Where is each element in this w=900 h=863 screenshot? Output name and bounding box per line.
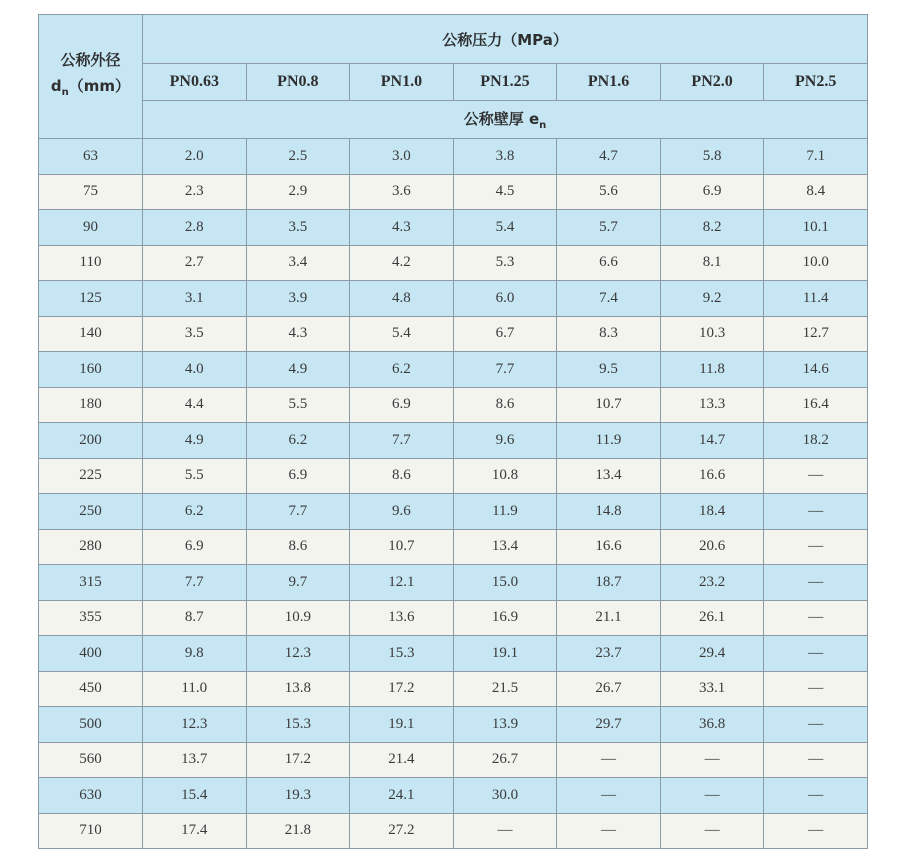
- wall-thickness-cell: 20.6: [660, 529, 764, 565]
- wall-thickness-cell: 3.8: [453, 139, 557, 175]
- wall-thickness-cell: 4.4: [143, 387, 247, 423]
- wall-thickness-cell: 5.3: [453, 245, 557, 281]
- wall-thickness-cell: 17.2: [350, 671, 454, 707]
- wall-thickness-cell: 4.9: [143, 423, 247, 459]
- nominal-diameter-header: [39, 15, 143, 139]
- table-row: [39, 600, 868, 636]
- wall-thickness-cell: —: [764, 636, 868, 672]
- wall-thickness-cell: 6.2: [246, 423, 350, 459]
- wall-thickness-cell: 12.3: [246, 636, 350, 672]
- wall-thickness-cell: 17.2: [246, 742, 350, 778]
- outer-diameter-cell: 63: [39, 139, 143, 175]
- wall-thickness-cell: 15.4: [143, 778, 247, 814]
- outer-diameter-cell: 315: [39, 565, 143, 601]
- wall-thickness-cell: —: [764, 529, 868, 565]
- nominal-wall-thickness-header: 公称壁厚 $e_n$: [143, 101, 868, 139]
- wall-thickness-cell: 7.7: [350, 423, 454, 459]
- wall-thickness-cell: 4.3: [350, 210, 454, 246]
- wall-thickness-cell: 11.4: [764, 281, 868, 317]
- wall-thickness-cell: 6.0: [453, 281, 557, 317]
- wall-thickness-cell: 14.8: [557, 494, 661, 530]
- wall-thickness-cell: 4.5: [453, 174, 557, 210]
- wall-thickness-cell: 21.8: [246, 813, 350, 849]
- nominal-diameter-symbol: $d_n(mm)$: [50, 77, 131, 98]
- wall-thickness-cell: —: [557, 813, 661, 849]
- wall-thickness-cell: 2.9: [246, 174, 350, 210]
- wall-thickness-cell: 30.0: [453, 778, 557, 814]
- wall-thickness-cell: 10.7: [350, 529, 454, 565]
- wall-thickness-cell: 24.1: [350, 778, 454, 814]
- wall-thickness-cell: 12.3: [143, 707, 247, 743]
- wall-thickness-cell: 3.6: [350, 174, 454, 210]
- table-header: [39, 15, 868, 139]
- table-row: [39, 565, 868, 601]
- outer-diameter-cell: 280: [39, 529, 143, 565]
- wall-thickness-table-sheet: [38, 14, 867, 849]
- wall-thickness-cell: 5.6: [557, 174, 661, 210]
- wall-thickness-cell: 5.4: [350, 316, 454, 352]
- wall-thickness-cell: 8.6: [350, 458, 454, 494]
- wall-thickness-cell: 19.3: [246, 778, 350, 814]
- table-row: [39, 813, 868, 849]
- wall-thickness-cell: 9.6: [350, 494, 454, 530]
- wall-thickness-cell: 21.1: [557, 600, 661, 636]
- outer-diameter-cell: 400: [39, 636, 143, 672]
- nominal-pressure-header: 公称压力（MPa）: [143, 15, 868, 64]
- wall-thickness-cell: 8.2: [660, 210, 764, 246]
- wall-thickness-table: [38, 14, 868, 849]
- wall-thickness-cell: 21.4: [350, 742, 454, 778]
- wall-thickness-cell: 5.5: [246, 387, 350, 423]
- wall-thickness-cell: 11.9: [557, 423, 661, 459]
- pn-header: PN1.6: [557, 64, 661, 101]
- table-row: [39, 707, 868, 743]
- pn-header: PN0.8: [246, 64, 350, 101]
- pn-header: PN2.5: [764, 64, 868, 101]
- wall-thickness-cell: 6.9: [660, 174, 764, 210]
- wall-thickness-cell: 9.6: [453, 423, 557, 459]
- outer-diameter-cell: 500: [39, 707, 143, 743]
- wall-thickness-cell: 11.8: [660, 352, 764, 388]
- outer-diameter-cell: 200: [39, 423, 143, 459]
- table-row: [39, 139, 868, 175]
- wall-thickness-cell: 29.4: [660, 636, 764, 672]
- wall-thickness-cell: 3.5: [143, 316, 247, 352]
- wall-thickness-cell: 8.3: [557, 316, 661, 352]
- outer-diameter-cell: 560: [39, 742, 143, 778]
- wall-thickness-cell: 4.0: [143, 352, 247, 388]
- wall-thickness-cell: —: [764, 494, 868, 530]
- wall-thickness-cell: 7.4: [557, 281, 661, 317]
- table-row: [39, 387, 868, 423]
- wall-thickness-cell: 18.2: [764, 423, 868, 459]
- wall-thickness-cell: 18.4: [660, 494, 764, 530]
- wall-thickness-cell: 26.7: [557, 671, 661, 707]
- wall-thickness-cell: 4.7: [557, 139, 661, 175]
- outer-diameter-cell: 355: [39, 600, 143, 636]
- table-row: [39, 778, 868, 814]
- table-row: [39, 316, 868, 352]
- wall-thickness-cell: 9.7: [246, 565, 350, 601]
- table-row: [39, 352, 868, 388]
- wall-thickness-cell: 17.4: [143, 813, 247, 849]
- table-row: [39, 281, 868, 317]
- wall-thickness-cell: 2.7: [143, 245, 247, 281]
- wall-thickness-cell: 15.3: [350, 636, 454, 672]
- wall-thickness-cell: 16.4: [764, 387, 868, 423]
- wall-thickness-cell: 9.2: [660, 281, 764, 317]
- wall-thickness-cell: 15.0: [453, 565, 557, 601]
- wall-thickness-cell: —: [660, 778, 764, 814]
- wall-thickness-cell: 9.5: [557, 352, 661, 388]
- wall-thickness-cell: —: [764, 707, 868, 743]
- wall-thickness-cell: 6.7: [453, 316, 557, 352]
- wall-thickness-cell: —: [764, 671, 868, 707]
- outer-diameter-cell: 710: [39, 813, 143, 849]
- wall-thickness-cell: 6.9: [246, 458, 350, 494]
- wall-thickness-cell: 18.7: [557, 565, 661, 601]
- outer-diameter-cell: 180: [39, 387, 143, 423]
- wall-thickness-cell: 5.5: [143, 458, 247, 494]
- wall-thickness-cell: 13.4: [453, 529, 557, 565]
- wall-thickness-cell: 33.1: [660, 671, 764, 707]
- wall-thickness-cell: —: [557, 778, 661, 814]
- wall-thickness-cell: 7.7: [246, 494, 350, 530]
- wall-thickness-cell: 19.1: [350, 707, 454, 743]
- wall-thickness-cell: 13.7: [143, 742, 247, 778]
- wall-thickness-cell: 8.6: [246, 529, 350, 565]
- wall-thickness-cell: 13.4: [557, 458, 661, 494]
- pn-header: PN2.0: [660, 64, 764, 101]
- outer-diameter-cell: 160: [39, 352, 143, 388]
- table-row: [39, 458, 868, 494]
- wall-thickness-cell: 5.4: [453, 210, 557, 246]
- outer-diameter-cell: 110: [39, 245, 143, 281]
- wall-thickness-cell: 3.9: [246, 281, 350, 317]
- wall-thickness-cell: —: [764, 742, 868, 778]
- wall-thickness-cell: 4.9: [246, 352, 350, 388]
- wall-thickness-cell: 11.0: [143, 671, 247, 707]
- outer-diameter-cell: 450: [39, 671, 143, 707]
- table-body: [39, 139, 868, 849]
- wall-thickness-cell: 26.1: [660, 600, 764, 636]
- table-row: [39, 494, 868, 530]
- wall-thickness-cell: 2.8: [143, 210, 247, 246]
- wall-thickness-cell: 36.8: [660, 707, 764, 743]
- wall-thickness-cell: —: [557, 742, 661, 778]
- wall-thickness-cell: 12.1: [350, 565, 454, 601]
- pn-header: PN1.0: [350, 64, 454, 101]
- wall-thickness-cell: 16.9: [453, 600, 557, 636]
- wall-thickness-cell: 2.3: [143, 174, 247, 210]
- table-row: [39, 671, 868, 707]
- wall-thickness-cell: 5.8: [660, 139, 764, 175]
- wall-thickness-cell: 10.1: [764, 210, 868, 246]
- wall-thickness-cell: 29.7: [557, 707, 661, 743]
- table-row: [39, 636, 868, 672]
- wall-thickness-cell: —: [764, 458, 868, 494]
- wall-thickness-cell: 19.1: [453, 636, 557, 672]
- wall-thickness-cell: 10.9: [246, 600, 350, 636]
- nominal-diameter-label: 公称外径: [60, 51, 121, 69]
- wall-thickness-cell: 7.7: [453, 352, 557, 388]
- wall-thickness-cell: 6.2: [350, 352, 454, 388]
- wall-thickness-cell: 21.5: [453, 671, 557, 707]
- wall-thickness-cell: —: [764, 565, 868, 601]
- wall-thickness-cell: 14.7: [660, 423, 764, 459]
- wall-thickness-cell: 15.3: [246, 707, 350, 743]
- wall-thickness-cell: 3.0: [350, 139, 454, 175]
- wall-thickness-cell: 8.7: [143, 600, 247, 636]
- wall-thickness-cell: 2.0: [143, 139, 247, 175]
- wall-thickness-cell: 13.6: [350, 600, 454, 636]
- outer-diameter-cell: 75: [39, 174, 143, 210]
- wall-thickness-cell: 6.6: [557, 245, 661, 281]
- wall-thickness-cell: 13.3: [660, 387, 764, 423]
- table-row: [39, 742, 868, 778]
- outer-diameter-cell: 630: [39, 778, 143, 814]
- wall-thickness-cell: 9.8: [143, 636, 247, 672]
- table-row: [39, 529, 868, 565]
- table-row: [39, 423, 868, 459]
- wall-thickness-cell: 12.7: [764, 316, 868, 352]
- wall-thickness-cell: 5.7: [557, 210, 661, 246]
- wall-thickness-cell: 10.7: [557, 387, 661, 423]
- pn-header: PN1.25: [453, 64, 557, 101]
- wall-thickness-cell: 23.7: [557, 636, 661, 672]
- wall-thickness-cell: 4.8: [350, 281, 454, 317]
- wall-thickness-cell: 4.2: [350, 245, 454, 281]
- wall-thickness-cell: —: [764, 778, 868, 814]
- wall-thickness-cell: 14.6: [764, 352, 868, 388]
- wall-thickness-cell: 8.1: [660, 245, 764, 281]
- wall-thickness-cell: 8.6: [453, 387, 557, 423]
- wall-thickness-cell: 8.4: [764, 174, 868, 210]
- wall-thickness-cell: 16.6: [557, 529, 661, 565]
- wall-thickness-cell: 3.5: [246, 210, 350, 246]
- outer-diameter-cell: 250: [39, 494, 143, 530]
- wall-thickness-cell: 2.5: [246, 139, 350, 175]
- wall-thickness-cell: 3.4: [246, 245, 350, 281]
- wall-thickness-cell: 6.9: [143, 529, 247, 565]
- outer-diameter-cell: 125: [39, 281, 143, 317]
- wall-thickness-cell: —: [660, 742, 764, 778]
- wall-thickness-cell: —: [764, 600, 868, 636]
- wall-thickness-cell: 27.2: [350, 813, 454, 849]
- wall-thickness-cell: 23.2: [660, 565, 764, 601]
- wall-thickness-cell: 7.7: [143, 565, 247, 601]
- wall-thickness-cell: 10.8: [453, 458, 557, 494]
- pn-header: PN0.63: [143, 64, 247, 101]
- wall-thickness-cell: 26.7: [453, 742, 557, 778]
- wall-thickness-cell: 13.8: [246, 671, 350, 707]
- table-row: [39, 210, 868, 246]
- outer-diameter-cell: 90: [39, 210, 143, 246]
- wall-thickness-cell: 4.3: [246, 316, 350, 352]
- table-row: [39, 245, 868, 281]
- wall-thickness-cell: —: [764, 813, 868, 849]
- wall-thickness-cell: 13.9: [453, 707, 557, 743]
- wall-thickness-cell: 16.6: [660, 458, 764, 494]
- wall-thickness-cell: 6.9: [350, 387, 454, 423]
- wall-thickness-cell: 6.2: [143, 494, 247, 530]
- wall-thickness-cell: 11.9: [453, 494, 557, 530]
- outer-diameter-cell: 140: [39, 316, 143, 352]
- wall-thickness-cell: 10.0: [764, 245, 868, 281]
- wall-thickness-cell: 3.1: [143, 281, 247, 317]
- wall-thickness-cell: —: [453, 813, 557, 849]
- table-row: [39, 174, 868, 210]
- wall-thickness-cell: —: [660, 813, 764, 849]
- outer-diameter-cell: 225: [39, 458, 143, 494]
- wall-thickness-cell: 7.1: [764, 139, 868, 175]
- wall-thickness-cell: 10.3: [660, 316, 764, 352]
